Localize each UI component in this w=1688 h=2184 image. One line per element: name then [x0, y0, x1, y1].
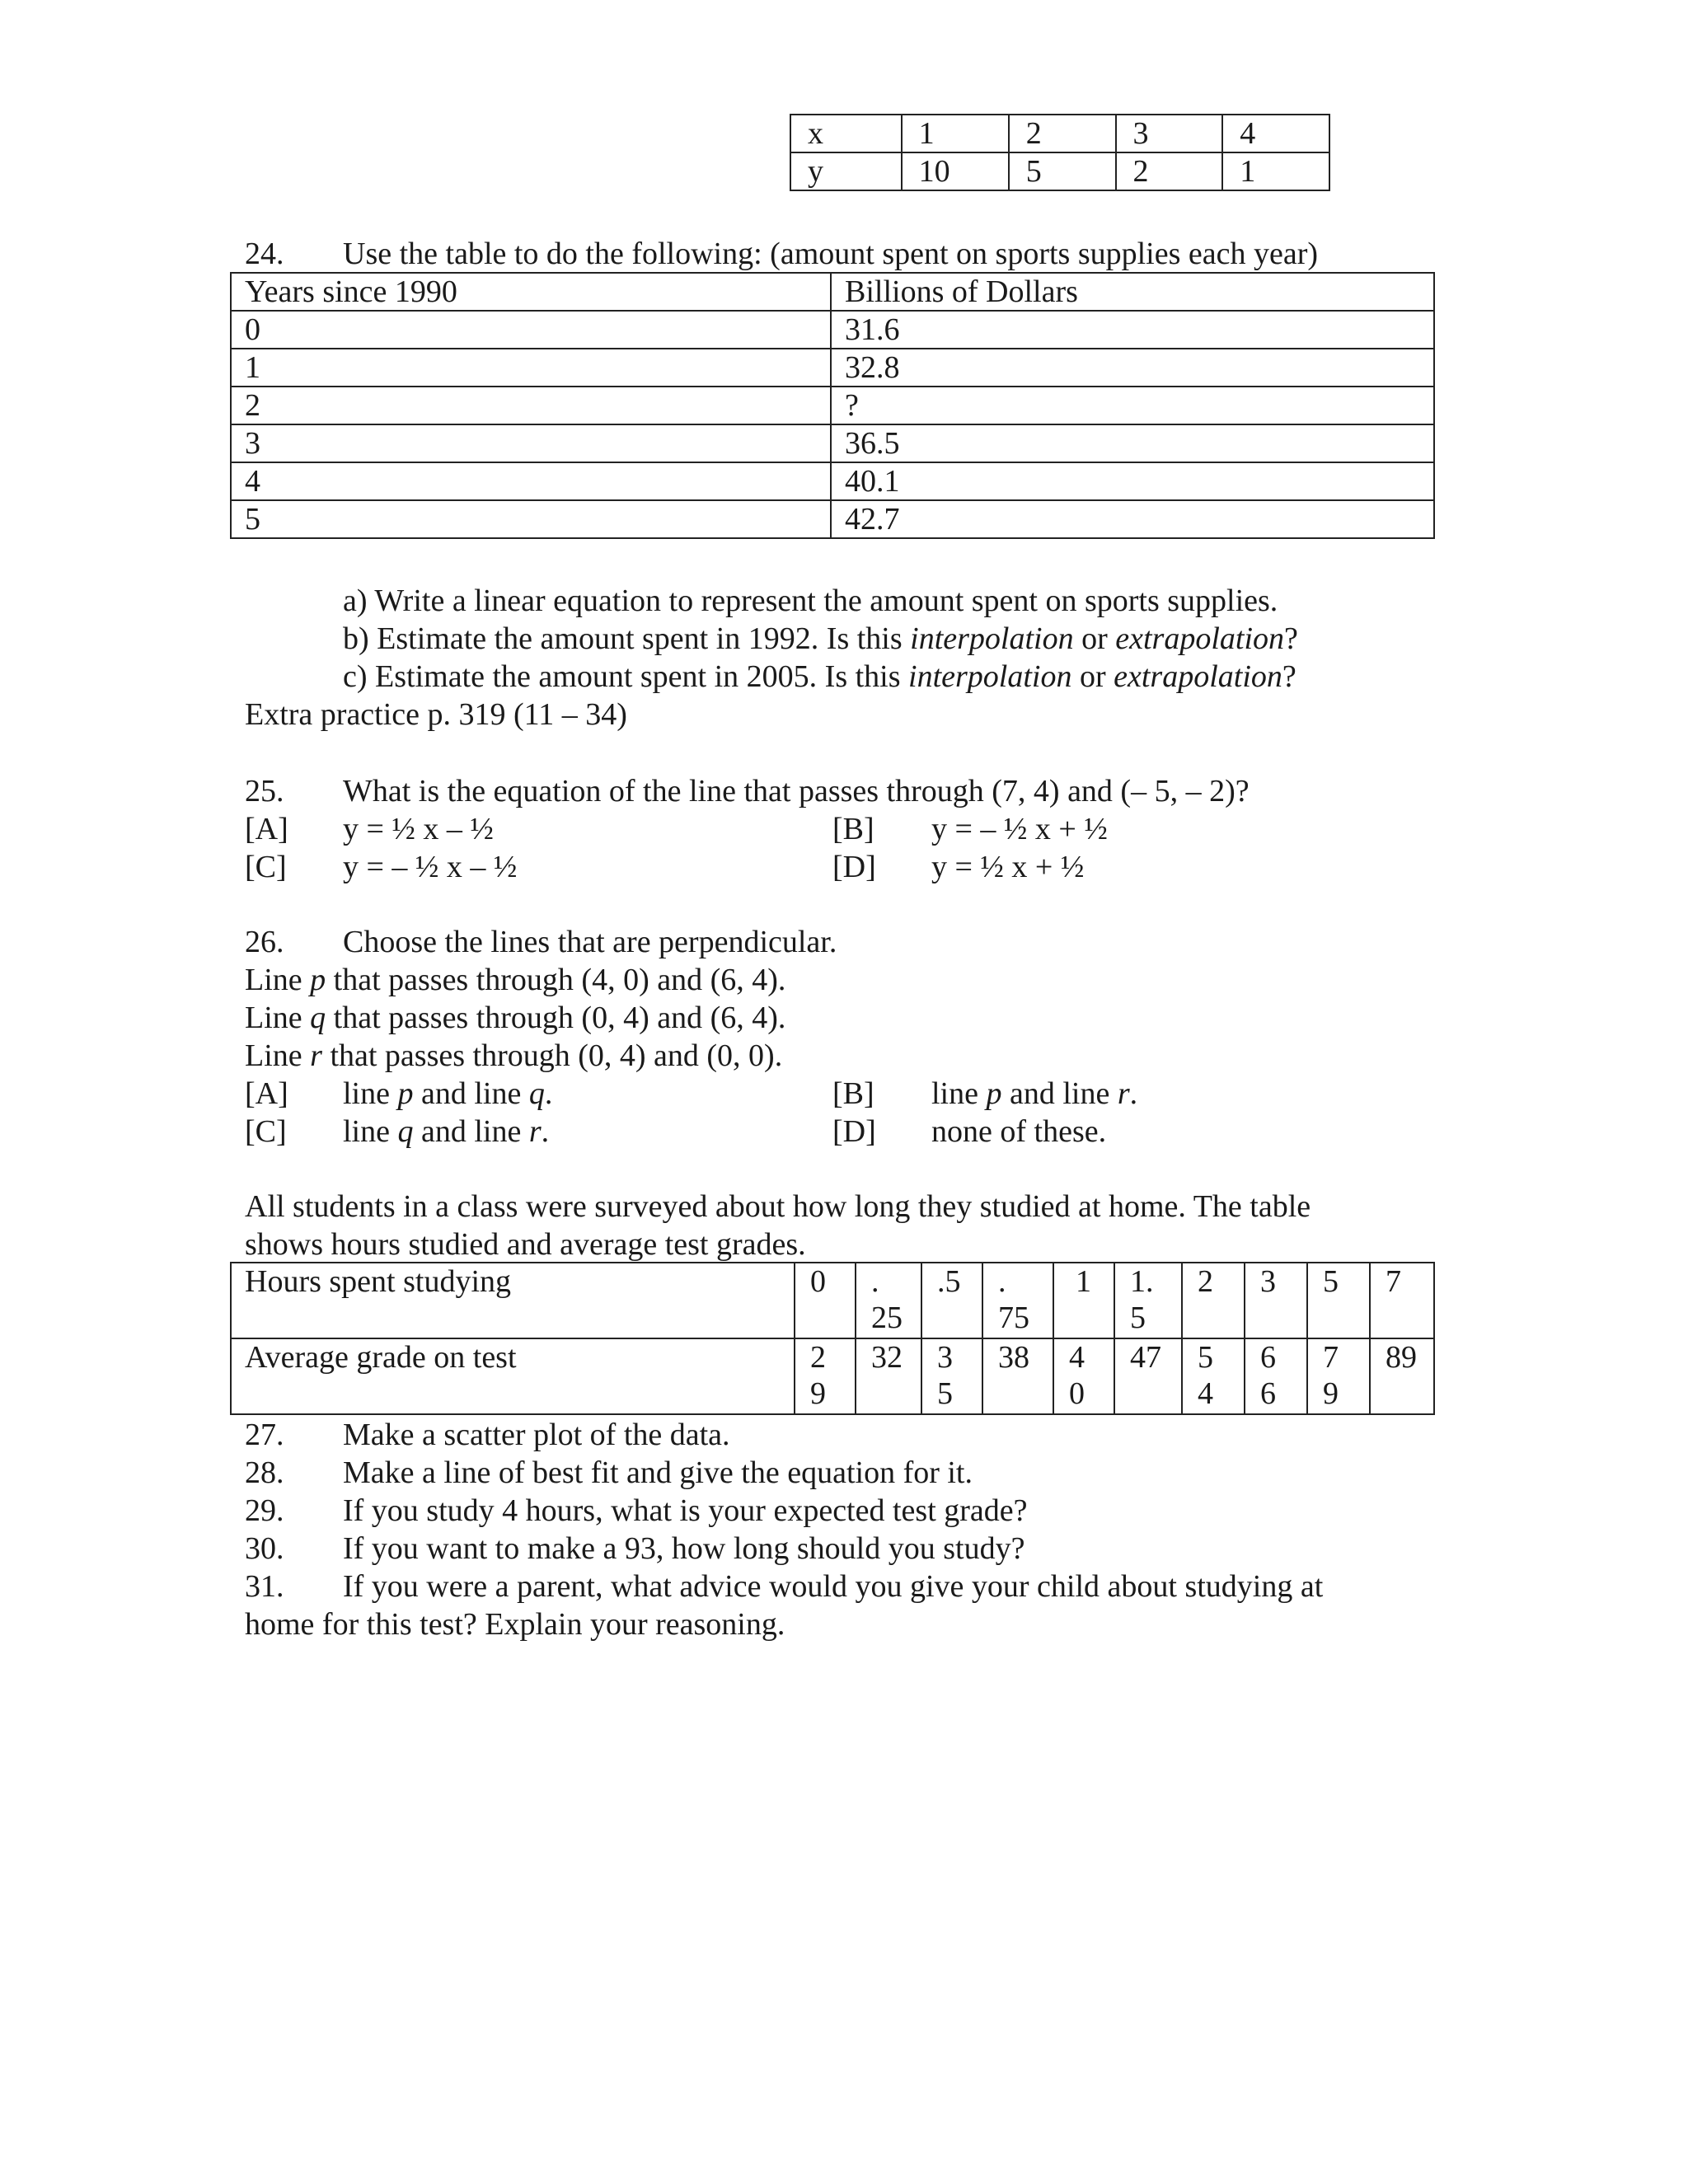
q25-choice-a-label: [A]	[245, 812, 288, 846]
table-cell: 36.5	[831, 424, 1434, 462]
table-header: Years since 1990	[231, 273, 831, 311]
var-p: p	[397, 1076, 414, 1111]
q28-text: Make a line of best fit and give the equation for it.	[343, 1455, 973, 1490]
q26-text: Choose the lines that are perpendicular.	[343, 925, 837, 959]
or-word: or	[1071, 659, 1114, 694]
grade-cell: 4 0	[1053, 1338, 1114, 1414]
table-cell: ?	[831, 387, 1434, 424]
q25-choice-b: y = – ½ x + ½	[931, 812, 1108, 846]
question-mark: ?	[1282, 659, 1296, 694]
line-word: line	[343, 1114, 398, 1149]
xy-table-row	[790, 152, 1329, 190]
table-row	[231, 424, 1434, 462]
hours-cell: 5	[1307, 1263, 1370, 1338]
period: .	[541, 1114, 550, 1149]
table-cell: 42.7	[831, 500, 1434, 538]
q29-number: 29.	[245, 1493, 284, 1528]
hours-cell: 7	[1370, 1263, 1434, 1338]
q31-text: If you were a parent, what advice would you give your child about studying at	[343, 1569, 1324, 1604]
hours-cell: 1	[1053, 1263, 1114, 1338]
xy-table-row	[790, 115, 1329, 152]
q26-choice-b-label: [B]	[832, 1076, 874, 1111]
hours-row-label: Hours spent studying	[231, 1263, 795, 1338]
table-cell: 1	[231, 349, 831, 387]
grade-cell: 89	[1370, 1338, 1434, 1414]
table-row	[231, 500, 1434, 538]
and-line: and line	[413, 1076, 529, 1111]
q30-text: If you want to make a 93, how long should you study?	[343, 1531, 1025, 1566]
table-cell: 31.6	[831, 311, 1434, 349]
grade-cell: 32	[856, 1338, 921, 1414]
grade-cell: 47	[1114, 1338, 1182, 1414]
table-cell: 5	[231, 500, 831, 538]
extrapolation-word: extrapolation	[1114, 659, 1282, 694]
q26-choice-b	[931, 1075, 1137, 1113]
extrapolation-word: extrapolation	[1115, 621, 1285, 656]
q24-part-b-text: b) Estimate the amount spent in 1992. Is this	[343, 621, 911, 656]
table-cell: 32.8	[831, 349, 1434, 387]
grade-cell: 38	[982, 1338, 1053, 1414]
table-row	[231, 462, 1434, 500]
table-row	[231, 349, 1434, 387]
survey-intro-line-2: shows hours studied and average test grades.	[245, 1227, 806, 1262]
hours-cell: .5	[921, 1263, 982, 1338]
q26-choice-d-label: [D]	[832, 1114, 876, 1149]
xy-table	[790, 114, 1330, 191]
q24-part-a: a) Write a linear equation to represent the amount spent on sports supplies.	[343, 583, 1278, 618]
q25-choice-d: y = ½ x + ½	[931, 850, 1085, 884]
table-cell: y	[790, 152, 902, 190]
q24-part-b	[343, 620, 1298, 658]
hours-cell: 3	[1245, 1263, 1307, 1338]
line-q-description	[245, 999, 785, 1037]
table-cell: 3	[231, 424, 831, 462]
period: .	[1129, 1076, 1138, 1111]
var-r: r	[528, 1114, 542, 1149]
var-p: p	[310, 963, 326, 997]
q31-text-continued: home for this test? Explain your reasoning.	[245, 1607, 785, 1642]
period: .	[544, 1076, 553, 1111]
hours-row	[231, 1263, 1434, 1338]
hours-cell: 1. 5	[1114, 1263, 1182, 1338]
line-word: line	[343, 1076, 398, 1111]
interpolation-word: interpolation	[910, 621, 1074, 656]
table-cell: 4	[1222, 115, 1329, 152]
line-r-description	[245, 1037, 782, 1075]
table-header: Billions of Dollars	[831, 273, 1434, 311]
q25-choice-c: y = – ½ x – ½	[343, 850, 518, 884]
table-cell: 3	[1116, 115, 1223, 152]
var-r: r	[1117, 1076, 1130, 1111]
q31-number: 31.	[245, 1569, 284, 1604]
interpolation-word: interpolation	[908, 659, 1072, 694]
var-r: r	[310, 1038, 322, 1073]
grades-row-label: Average grade on test	[231, 1338, 795, 1414]
q26-number: 26.	[245, 925, 284, 959]
line-r-rest: that passes through (0, 4) and (0, 0).	[321, 1038, 783, 1073]
line-p-rest: that passes through (4, 0) and (6, 4).	[326, 963, 786, 997]
q25-number: 25.	[245, 774, 284, 808]
or-word: or	[1073, 621, 1116, 656]
grade-cell: 3 5	[921, 1338, 982, 1414]
question-mark: ?	[1284, 621, 1298, 656]
hours-cell: . 25	[856, 1263, 921, 1338]
table-cell: 4	[231, 462, 831, 500]
table-cell: 2	[1116, 152, 1223, 190]
grade-cell: 6 6	[1245, 1338, 1307, 1414]
survey-intro-line-1: All students in a class were surveyed about how long they studied at home. The table	[245, 1189, 1311, 1224]
q26-choice-a-label: [A]	[245, 1076, 288, 1111]
q25-choice-a: y = ½ x – ½	[343, 812, 494, 846]
line-p-description	[245, 961, 785, 999]
table-cell: 10	[902, 152, 1009, 190]
table-cell: 5	[1009, 152, 1116, 190]
grade-cell: 2 9	[795, 1338, 856, 1414]
q26-choice-c-label: [C]	[245, 1114, 287, 1149]
q25-text: What is the equation of the line that passes through (7, 4) and (– 5, – 2)?	[343, 774, 1250, 808]
line-word: Line	[245, 1001, 311, 1035]
grades-row	[231, 1338, 1434, 1414]
line-word: Line	[245, 1038, 311, 1073]
table-row	[231, 311, 1434, 349]
grade-cell: 7 9	[1307, 1338, 1370, 1414]
q24-number: 24.	[245, 237, 284, 271]
q26-choice-c	[343, 1113, 549, 1151]
table-row	[231, 273, 1434, 311]
extra-practice: Extra practice p. 319 (11 – 34)	[245, 697, 627, 732]
sports-supplies-table	[230, 272, 1435, 539]
var-p: p	[986, 1076, 1002, 1111]
var-q: q	[397, 1114, 414, 1149]
line-word: Line	[245, 963, 311, 997]
q29-text: If you study 4 hours, what is your expected test grade?	[343, 1493, 1028, 1528]
table-row	[231, 387, 1434, 424]
hours-cell: . 75	[982, 1263, 1053, 1338]
q26-choice-d: none of these.	[931, 1114, 1107, 1149]
table-cell: 40.1	[831, 462, 1434, 500]
and-line: and line	[413, 1114, 529, 1149]
hours-cell: 2	[1182, 1263, 1245, 1338]
line-word: line	[931, 1076, 987, 1111]
line-q-rest: that passes through (0, 4) and (6, 4).	[326, 1001, 786, 1035]
table-cell: 2	[231, 387, 831, 424]
q27-number: 27.	[245, 1418, 284, 1452]
and-line: and line	[1001, 1076, 1118, 1111]
q28-number: 28.	[245, 1455, 284, 1490]
q24-part-c-text: c) Estimate the amount spent in 2005. Is this	[343, 659, 909, 694]
q25-choice-b-label: [B]	[832, 812, 874, 846]
table-cell: 1	[1222, 152, 1329, 190]
q25-choice-d-label: [D]	[832, 850, 876, 884]
table-cell: 1	[902, 115, 1009, 152]
study-survey-table	[230, 1262, 1435, 1415]
var-q: q	[528, 1076, 545, 1111]
q27-text: Make a scatter plot of the data.	[343, 1418, 730, 1452]
q30-number: 30.	[245, 1531, 284, 1566]
table-cell: x	[790, 115, 902, 152]
hours-cell: 0	[795, 1263, 856, 1338]
table-cell: 2	[1009, 115, 1116, 152]
q25-choice-c-label: [C]	[245, 850, 287, 884]
table-cell: 0	[231, 311, 831, 349]
q24-text: Use the table to do the following: (amount spent on sports supplies each year)	[343, 237, 1319, 271]
q24-part-c	[343, 658, 1296, 696]
var-q: q	[310, 1001, 326, 1035]
grade-cell: 5 4	[1182, 1338, 1245, 1414]
q26-choice-a	[343, 1075, 552, 1113]
